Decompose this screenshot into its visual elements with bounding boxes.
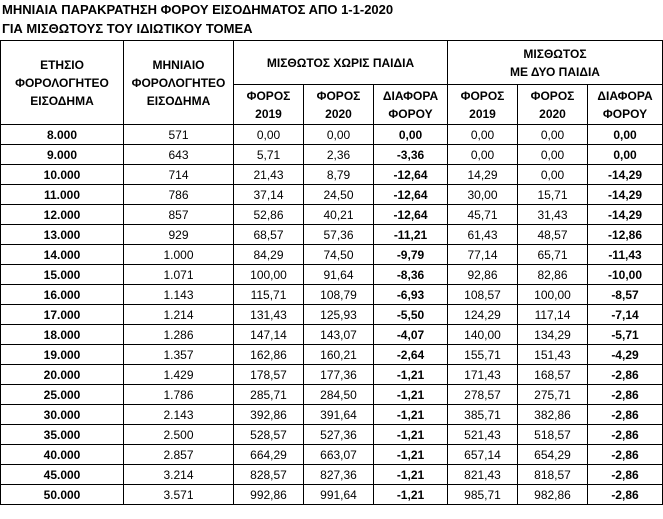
cell-tax-2020-no-children: 2,36 (304, 145, 374, 165)
cell-monthly-income: 786 (124, 185, 234, 205)
cell-tax-2019-two-children: 171,43 (448, 365, 518, 385)
cell-tax-diff-two-children: 0,00 (588, 125, 663, 145)
header-tax-diff-a-line2: ΦΟΡΟΥ (388, 106, 433, 121)
cell-monthly-income: 1.214 (124, 305, 234, 325)
cell-tax-2019-two-children: 140,00 (448, 325, 518, 345)
cell-tax-2019-no-children: 147,14 (234, 325, 304, 345)
cell-tax-2020-two-children: 15,71 (518, 185, 588, 205)
cell-tax-2020-no-children: 143,07 (304, 325, 374, 345)
cell-tax-2019-two-children: 14,29 (448, 165, 518, 185)
cell-annual-income: 30.000 (1, 405, 124, 425)
cell-tax-2019-two-children: 0,00 (448, 125, 518, 145)
cell-monthly-income: 857 (124, 205, 234, 225)
cell-tax-2019-two-children: 30,00 (448, 185, 518, 205)
table-row (1, 465, 663, 485)
cell-tax-2020-two-children: 382,86 (518, 405, 588, 425)
cell-tax-diff-no-children: -12,64 (374, 205, 448, 225)
cell-tax-diff-no-children: -1,21 (374, 405, 448, 425)
table-row (1, 225, 663, 245)
cell-tax-diff-two-children: -2,86 (588, 405, 663, 425)
header-group-two-children (448, 41, 663, 85)
cell-annual-income: 35.000 (1, 425, 124, 445)
cell-tax-diff-no-children: -3,36 (374, 145, 448, 165)
header-annual-income-line3: ΕΙΣΟΔΗΜΑ (30, 93, 94, 108)
cell-tax-diff-two-children: -10,00 (588, 265, 663, 285)
header-annual-income (1, 41, 124, 125)
table-row (1, 385, 663, 405)
cell-tax-2020-two-children: 0,00 (518, 145, 588, 165)
cell-tax-2020-no-children: 91,64 (304, 265, 374, 285)
cell-tax-2019-two-children: 985,71 (448, 485, 518, 505)
cell-tax-diff-two-children: -2,86 (588, 465, 663, 485)
cell-tax-diff-no-children: -5,50 (374, 305, 448, 325)
table-body (1, 41, 663, 505)
cell-annual-income: 10.000 (1, 165, 124, 185)
cell-annual-income: 14.000 (1, 245, 124, 265)
table-row (1, 485, 663, 505)
header-tax-2020-a (304, 85, 374, 125)
cell-annual-income: 45.000 (1, 465, 124, 485)
cell-monthly-income: 1.071 (124, 265, 234, 285)
cell-annual-income: 50.000 (1, 485, 124, 505)
cell-tax-diff-no-children: -4,07 (374, 325, 448, 345)
cell-tax-2020-no-children: 177,36 (304, 365, 374, 385)
cell-tax-diff-no-children: -12,64 (374, 185, 448, 205)
cell-tax-2020-no-children: 74,50 (304, 245, 374, 265)
cell-tax-diff-no-children: -11,21 (374, 225, 448, 245)
cell-tax-2020-no-children: 284,50 (304, 385, 374, 405)
cell-tax-diff-no-children: -1,21 (374, 425, 448, 445)
cell-tax-2020-no-children: 391,64 (304, 405, 374, 425)
cell-tax-diff-two-children: -4,29 (588, 345, 663, 365)
cell-tax-diff-two-children: -11,43 (588, 245, 663, 265)
cell-tax-diff-two-children: -12,86 (588, 225, 663, 245)
header-tax-diff-b (588, 85, 663, 125)
cell-monthly-income: 2.857 (124, 445, 234, 465)
cell-tax-2019-two-children: 77,14 (448, 245, 518, 265)
table-row (1, 245, 663, 265)
cell-tax-2020-no-children: 827,36 (304, 465, 374, 485)
cell-annual-income: 15.000 (1, 265, 124, 285)
cell-annual-income: 20.000 (1, 365, 124, 385)
cell-tax-2019-two-children: 61,43 (448, 225, 518, 245)
cell-tax-2020-two-children: 82,86 (518, 265, 588, 285)
cell-tax-2020-two-children: 151,43 (518, 345, 588, 365)
header-tax-2020-a-line1: ΦΟΡΟΣ (316, 88, 361, 103)
cell-tax-2019-no-children: 992,86 (234, 485, 304, 505)
cell-annual-income: 18.000 (1, 325, 124, 345)
table-row (1, 285, 663, 305)
cell-tax-2020-two-children: 31,43 (518, 205, 588, 225)
header-tax-2019-b (448, 85, 518, 125)
header-tax-2019-b-line1: ΦΟΡΟΣ (460, 88, 505, 103)
header-monthly-income-line1: ΜΗΝΙΑΙΟ (152, 57, 205, 72)
cell-tax-diff-two-children: -14,29 (588, 185, 663, 205)
cell-monthly-income: 571 (124, 125, 234, 145)
cell-tax-2020-two-children: 48,57 (518, 225, 588, 245)
cell-annual-income: 12.000 (1, 205, 124, 225)
cell-tax-2019-no-children: 84,29 (234, 245, 304, 265)
table-row (1, 325, 663, 345)
cell-annual-income: 19.000 (1, 345, 124, 365)
cell-tax-2019-no-children: 285,71 (234, 385, 304, 405)
table-row (1, 125, 663, 145)
title-line-1: ΜΗΝΙΑΙΑ ΠΑΡΑΚΡΑΤΗΣΗ ΦΟΡΟΥ ΕΙΣΟΔΗΜΑΤΟΣ ΑΠΟ 1-1-2020 (2, 2, 394, 17)
cell-tax-2019-no-children: 115,71 (234, 285, 304, 305)
cell-tax-2020-no-children: 108,79 (304, 285, 374, 305)
cell-tax-2019-two-children: 821,43 (448, 465, 518, 485)
cell-tax-2019-no-children: 52,86 (234, 205, 304, 225)
cell-tax-2019-two-children: 45,71 (448, 205, 518, 225)
tax-table (0, 40, 663, 505)
cell-tax-2019-no-children: 68,57 (234, 225, 304, 245)
header-group-two-children-line2: ΜΕ ΔΥΟ ΠΑΙΔΙΑ (510, 64, 600, 79)
cell-tax-2019-no-children: 162,86 (234, 345, 304, 365)
cell-tax-diff-no-children: -1,21 (374, 385, 448, 405)
cell-monthly-income: 1.000 (124, 245, 234, 265)
cell-tax-2020-two-children: 0,00 (518, 165, 588, 185)
cell-tax-diff-no-children: -6,93 (374, 285, 448, 305)
cell-monthly-income: 1.357 (124, 345, 234, 365)
cell-annual-income: 16.000 (1, 285, 124, 305)
table-row (1, 145, 663, 165)
cell-tax-diff-two-children: -14,29 (588, 205, 663, 225)
cell-tax-2019-no-children: 828,57 (234, 465, 304, 485)
cell-monthly-income: 2.500 (124, 425, 234, 445)
cell-tax-2019-no-children: 178,57 (234, 365, 304, 385)
cell-tax-diff-no-children: 0,00 (374, 125, 448, 145)
cell-tax-2019-no-children: 528,57 (234, 425, 304, 445)
cell-tax-2019-two-children: 155,71 (448, 345, 518, 365)
cell-monthly-income: 2.143 (124, 405, 234, 425)
table-row (1, 205, 663, 225)
cell-tax-2020-no-children: 57,36 (304, 225, 374, 245)
table-row (1, 425, 663, 445)
header-tax-2020-b-line2: 2020 (539, 106, 566, 121)
cell-tax-2020-no-children: 24,50 (304, 185, 374, 205)
header-group-two-children-line1: ΜΙΣΘΩΤΟΣ (523, 46, 587, 61)
header-tax-2019-a-line1: ΦΟΡΟΣ (246, 88, 291, 103)
cell-tax-2020-two-children: 0,00 (518, 125, 588, 145)
table-row (1, 365, 663, 385)
cell-monthly-income: 3.214 (124, 465, 234, 485)
cell-tax-2020-two-children: 518,57 (518, 425, 588, 445)
cell-tax-2019-no-children: 0,00 (234, 125, 304, 145)
cell-tax-2019-no-children: 100,00 (234, 265, 304, 285)
cell-monthly-income: 1.143 (124, 285, 234, 305)
cell-tax-diff-two-children: -2,86 (588, 425, 663, 445)
cell-monthly-income: 1.786 (124, 385, 234, 405)
cell-tax-2019-no-children: 392,86 (234, 405, 304, 425)
header-tax-diff-b-line2: ΦΟΡΟΥ (602, 106, 648, 121)
cell-tax-2020-two-children: 818,57 (518, 465, 588, 485)
title-line-2: ΓΙΑ ΜΙΣΘΩΤΟΥΣ ΤΟΥ ΙΔΙΩΤΙΚΟΥ ΤΟΜΕΑ (2, 21, 253, 36)
cell-monthly-income: 3.571 (124, 485, 234, 505)
table-row (1, 445, 663, 465)
header-tax-2020-a-line2: 2020 (325, 106, 352, 121)
cell-tax-2019-two-children: 124,29 (448, 305, 518, 325)
cell-tax-2019-no-children: 37,14 (234, 185, 304, 205)
cell-tax-2019-two-children: 385,71 (448, 405, 518, 425)
cell-tax-2020-two-children: 982,86 (518, 485, 588, 505)
header-monthly-income-line2: ΦΟΡΟΛΟΓΗΤΕΟ (131, 75, 226, 90)
cell-tax-2019-two-children: 92,86 (448, 265, 518, 285)
table-row (1, 185, 663, 205)
cell-tax-diff-two-children: 0,00 (588, 145, 663, 165)
cell-annual-income: 40.000 (1, 445, 124, 465)
cell-tax-2020-no-children: 8,79 (304, 165, 374, 185)
table-row (1, 305, 663, 325)
cell-tax-diff-no-children: -1,21 (374, 445, 448, 465)
cell-tax-diff-two-children: -14,29 (588, 165, 663, 185)
cell-tax-2020-no-children: 0,00 (304, 125, 374, 145)
cell-tax-2019-two-children: 657,14 (448, 445, 518, 465)
cell-annual-income: 11.000 (1, 185, 124, 205)
header-tax-diff-a-line1: ΔΙΑΦΟΡΑ (382, 88, 439, 103)
table-row (1, 265, 663, 285)
cell-tax-2019-two-children: 521,43 (448, 425, 518, 445)
cell-tax-2020-no-children: 160,21 (304, 345, 374, 365)
table-row (1, 165, 663, 185)
cell-annual-income: 25.000 (1, 385, 124, 405)
cell-annual-income: 17.000 (1, 305, 124, 325)
table-row (1, 345, 663, 365)
cell-tax-diff-two-children: -8,57 (588, 285, 663, 305)
header-tax-diff-b-line1: ΔΙΑΦΟΡΑ (597, 88, 653, 103)
header-tax-2020-b-line1: ΦΟΡΟΣ (530, 88, 575, 103)
cell-tax-2020-two-children: 168,57 (518, 365, 588, 385)
cell-annual-income: 8.000 (1, 125, 124, 145)
cell-tax-diff-no-children: -1,21 (374, 485, 448, 505)
header-annual-income-line1: ΕΤΗΣΙΟ (40, 57, 84, 72)
cell-tax-diff-no-children: -1,21 (374, 465, 448, 485)
cell-tax-diff-no-children: -1,21 (374, 365, 448, 385)
cell-tax-2020-no-children: 527,36 (304, 425, 374, 445)
cell-tax-2020-two-children: 100,00 (518, 285, 588, 305)
cell-tax-diff-two-children: -2,86 (588, 485, 663, 505)
cell-monthly-income: 714 (124, 165, 234, 185)
header-monthly-income-line3: ΕΙΣΟΔΗΜΑ (146, 93, 211, 108)
cell-annual-income: 9.000 (1, 145, 124, 165)
header-tax-2019-a (234, 85, 304, 125)
cell-tax-diff-two-children: -5,71 (588, 325, 663, 345)
cell-tax-2020-two-children: 117,14 (518, 305, 588, 325)
cell-tax-2019-two-children: 0,00 (448, 145, 518, 165)
cell-tax-2019-no-children: 131,43 (234, 305, 304, 325)
cell-tax-2020-no-children: 663,07 (304, 445, 374, 465)
cell-tax-2020-no-children: 125,93 (304, 305, 374, 325)
cell-tax-2019-no-children: 5,71 (234, 145, 304, 165)
cell-tax-2019-no-children: 21,43 (234, 165, 304, 185)
cell-tax-diff-two-children: -7,14 (588, 305, 663, 325)
cell-monthly-income: 643 (124, 145, 234, 165)
cell-tax-2019-no-children: 664,29 (234, 445, 304, 465)
cell-monthly-income: 1.429 (124, 365, 234, 385)
cell-tax-diff-no-children: -12,64 (374, 165, 448, 185)
cell-monthly-income: 929 (124, 225, 234, 245)
cell-tax-2020-two-children: 275,71 (518, 385, 588, 405)
cell-annual-income: 13.000 (1, 225, 124, 245)
cell-tax-2019-two-children: 108,57 (448, 285, 518, 305)
cell-tax-diff-two-children: -2,86 (588, 445, 663, 465)
cell-tax-diff-no-children: -2,64 (374, 345, 448, 365)
cell-tax-diff-two-children: -2,86 (588, 365, 663, 385)
cell-monthly-income: 1.286 (124, 325, 234, 345)
header-monthly-income (124, 41, 234, 125)
header-tax-diff-a (374, 85, 448, 125)
header-tax-2020-b (518, 85, 588, 125)
header-tax-2019-a-line2: 2019 (255, 106, 282, 121)
cell-tax-diff-no-children: -8,36 (374, 265, 448, 285)
header-annual-income-line2: ΦΟΡΟΛΟΓΗΤΕΟ (15, 75, 109, 90)
cell-tax-2020-two-children: 65,71 (518, 245, 588, 265)
header-tax-2019-b-line2: 2019 (469, 106, 496, 121)
header-row-1 (1, 41, 663, 85)
cell-tax-2020-two-children: 654,29 (518, 445, 588, 465)
header-group-no-children: ΜΙΣΘΩΤΟΣ ΧΩΡΙΣ ΠΑΙΔΙΑ (234, 41, 448, 85)
cell-tax-2020-no-children: 991,64 (304, 485, 374, 505)
cell-tax-diff-no-children: -9,79 (374, 245, 448, 265)
table-row (1, 405, 663, 425)
cell-tax-2020-two-children: 134,29 (518, 325, 588, 345)
cell-tax-2020-no-children: 40,21 (304, 205, 374, 225)
cell-tax-2019-two-children: 278,57 (448, 385, 518, 405)
cell-tax-diff-two-children: -2,86 (588, 385, 663, 405)
